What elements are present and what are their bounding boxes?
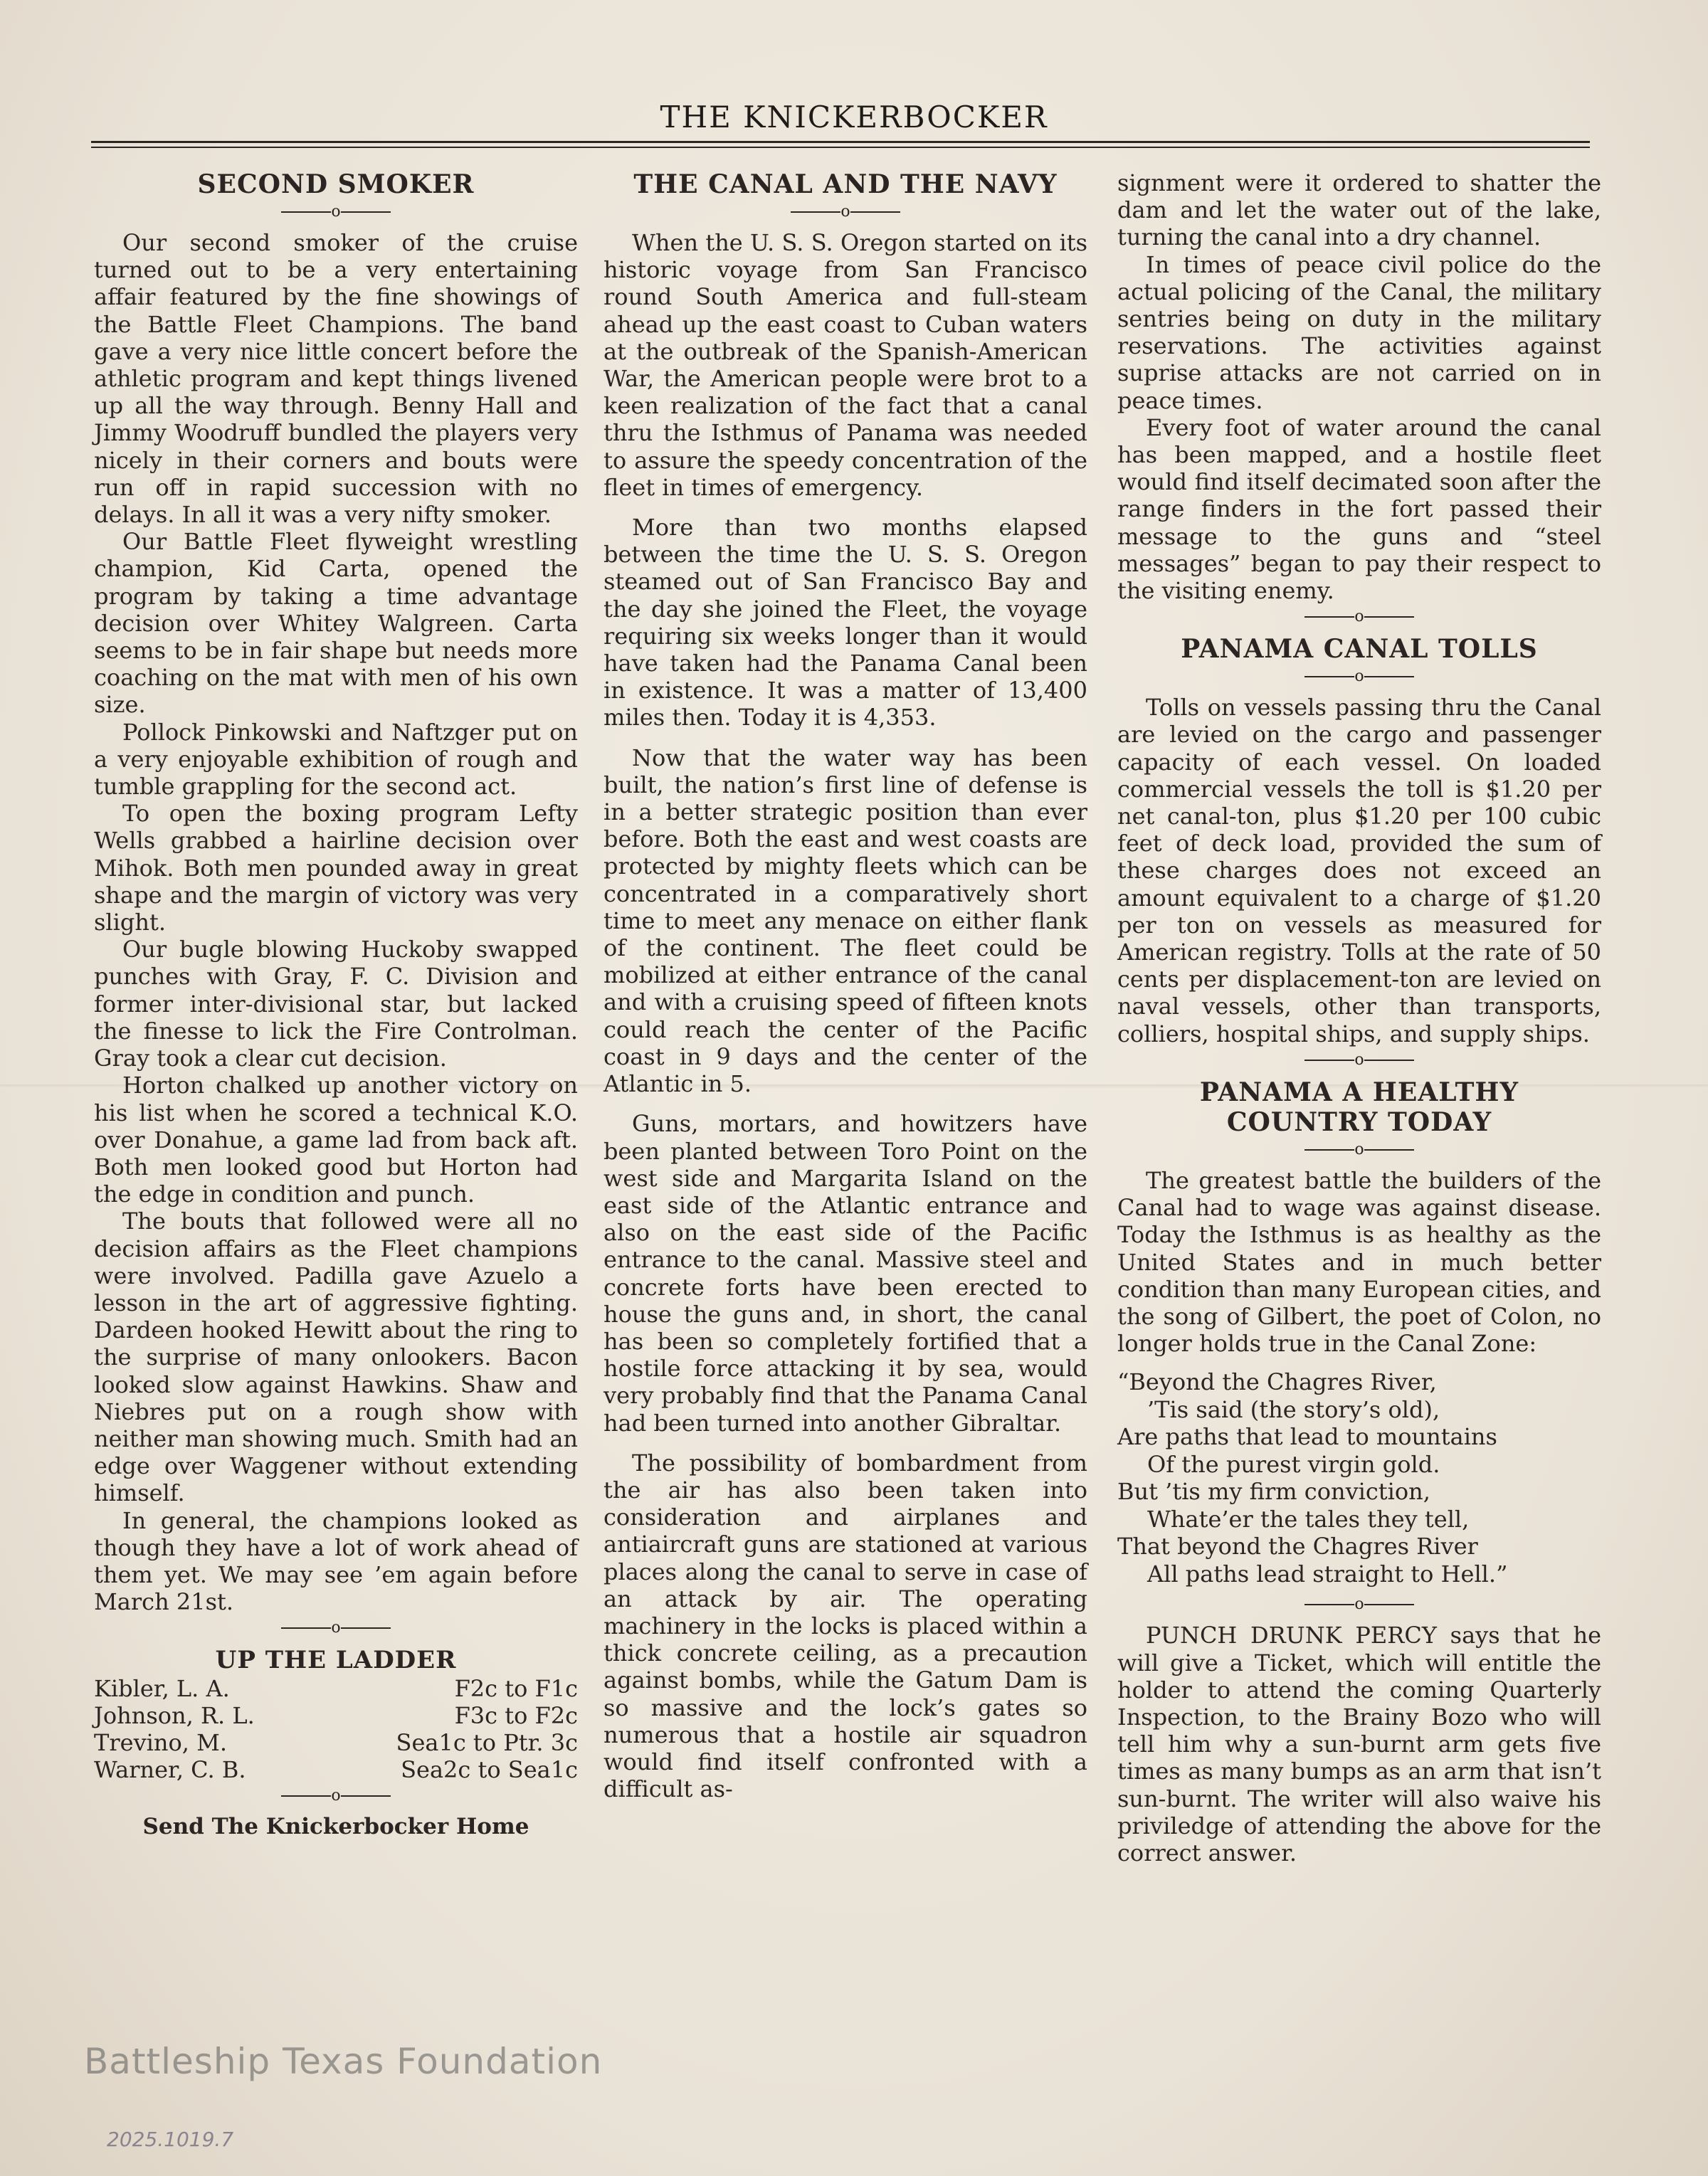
- column-3: [1117, 169, 1601, 1866]
- smoker-para: Pollock Pinkowski and Naftzger put on a very enjoyable exhibition of rough and tumble grappling for the second act.: [94, 718, 578, 801]
- canal-continued-para: In times of peace civil police do the actual policing of the Canal, the military sentries being on duty in the military reservations. The activities against suprise attacks are not carried on in peace times.: [1117, 250, 1601, 414]
- ornament-divider: o: [1117, 1052, 1601, 1069]
- up-the-ladder-title: UP THE LADDER: [215, 1646, 457, 1675]
- canal-para: Guns, mortars, and howitzers have been planted between Toro Point on the west side and Margarita Island on the east side of the Atlantic entrance and also on the east side of the Pacific entrance to the canal. Massive steel and concrete forts have been erected to house the guns and, in short, the canal has been so completely fortified that a hostile force attacking it by sea, would very probably find that the Panama Canal had been turned into another Gibraltar.: [603, 1110, 1087, 1437]
- healthy-title-line-1: PANAMA A HEALTHY: [1199, 1077, 1519, 1107]
- masthead-rule-thin: [91, 147, 1590, 148]
- table-row: Johnson, R. L. F3c to F2c: [94, 1702, 578, 1730]
- smoker-para: To open the boxing program Lefty Wells grabbed a hairline decision over Mihok. Both men pounded away in great shape and the margin of victory was very slight.: [94, 800, 578, 936]
- canal-para: The possibility of bombardment from the air has also been taken into consideration and airplanes and antiaircraft guns are stationed at various places along the canal to serve in case of an attack by air. The operating machinery in the locks is placed within a thick concrete ceiling, as a precaution against bombs, while the Gatum Dam is so massive and the lock’s gates so numerous that a hostile air squadron would find itself confronted with a difficult as-: [603, 1449, 1087, 1803]
- column-1: [94, 169, 578, 1841]
- poem-line: Of the purest virgin gold.: [1147, 1450, 1440, 1478]
- ornament-divider: o: [94, 204, 578, 221]
- poem-line: All paths lead straight to Hell.”: [1147, 1560, 1508, 1588]
- smoker-para: Our Battle Fleet flyweight wrestling champion, Kid Carta, opened the program by taking a time advantage decision over Whitey Walgreen. Carta seems to be in fair shape but needs more coaching on the mat with men of his own size.: [94, 528, 578, 719]
- column-2: [603, 169, 1087, 1802]
- healthy-para: The greatest battle the builders of the Canal had to wage was against disease. Today the Isthmus is as healthy as the United States and in much better condition than many European cities, and the song of Gilbert, the poet of Colon, no longer holds true in the Canal Zone:: [1117, 1166, 1601, 1358]
- poem-line: “Beyond the Chagres River,: [1117, 1368, 1437, 1396]
- ornament-divider: o: [1117, 668, 1601, 685]
- table-row: Trevino, M. Sea1c to Ptr. 3c: [94, 1729, 578, 1757]
- ornament-divider: o: [1117, 608, 1601, 625]
- tolls-para: Tolls on vessels passing thru the Canal are levied on the cargo and passenger capacity of each vessel. On loaded commercial vessels the toll is $1.20 per net canal-ton, plus $1.20 per 100 cubic feet of deck load, provided the sum of these charges does not exceed an amount equivalent to a charge of $1.20 per ton on vessels as measured for American registry. Tolls at the rate of 50 cents per displacement-ton are levied on naval vessels, other than transports, colliers, hospital ships, and supply ships.: [1117, 694, 1601, 1047]
- ornament-divider: o: [1117, 1596, 1601, 1613]
- catalog-number: 2025.1019.7: [107, 2128, 234, 2151]
- promotions-table: [94, 1675, 578, 1783]
- ornament-divider: o: [94, 1620, 578, 1637]
- canal-para: Now that the water way has been built, the nation’s first line of defense is in a better strategic position than ever before. Both the east and west coasts are protected by mighty fleets which can be concentrated in a comparatively short time to meet any menace on either flank of the continent. The fleet could be mobilized at either entrance of the canal and with a cruising speed of fifteen knots could reach the center of the Pacific coast in 9 days and the center of the Atlantic in 5.: [603, 744, 1087, 1098]
- poem-line: Whate’er the tales they tell,: [1147, 1505, 1470, 1533]
- poem: [1117, 1368, 1601, 1588]
- smoker-para: In general, the champions looked as though they have a lot of work ahead of them yet. We may see ’em again before March 21st.: [94, 1506, 578, 1616]
- send-home-line: Send The Knickerbocker Home: [142, 1814, 529, 1840]
- poem-line: ’Tis said (the story’s old),: [1147, 1395, 1440, 1423]
- smoker-para: Horton chalked up another victory on his list when he scored a technical K.O. over Donahue, a game lad from back aft. Both men looked good but Horton had the edge in condition and punch.: [94, 1072, 578, 1208]
- ornament-divider: o: [1117, 1141, 1601, 1158]
- smoker-para: The bouts that followed were all no decision affairs as the Fleet champions were involved. Padilla gave Azuelo a lesson in the art of aggressive fighting. Dardeen hooked Hewitt about the ring to the surprise of many onlookers. Bacon looked slow against Hawkins. Shaw and Niebres put on a rough show with neither man showing much. Smith had an edge over Waggener without extending himself.: [94, 1208, 578, 1507]
- canal-continued-para: signment were it ordered to shatter the dam and let the water out of the lake, turning the canal into a dry channel.: [1117, 169, 1601, 251]
- smoker-para: Our bugle blowing Huckoby swapped punches with Gray, F. C. Division and former inter-divisional star, but lacked the finesse to lick the Fire Controlman. Gray took a clear cut decision.: [94, 936, 578, 1072]
- foundation-watermark: Battleship Texas Foundation: [84, 2041, 603, 2082]
- canal-continued-para: Every foot of water around the canal has been mapped, and a hostile fleet would find itself decimated soon after the range finders in the fort passed their message to the guns and “steel messages” began to pay their respect to the visiting enemy.: [1117, 413, 1601, 605]
- poem-line: But ’tis my firm conviction,: [1117, 1478, 1430, 1506]
- healthy-title-line-2: COUNTRY TODAY: [1226, 1107, 1492, 1137]
- smoker-para: Our second smoker of the cruise turned out to be a very entertaining affair featured by the fine showings of the Battle Fleet Champions. The band gave a very nice little concert before the athletic program and kept things livened up all the way through. Benny Hall and Jimmy Woodruff bundled the players very nicely in their corners and bouts were run off in rapid succession with no delays. In all it was a very nifty smoker.: [94, 229, 578, 529]
- masthead-rule: [91, 141, 1590, 143]
- second-smoker-title: SECOND SMOKER: [197, 169, 475, 199]
- canal-para: More than two months elapsed between the time the U. S. S. Oregon steamed out of San Francisco Bay and the day she joined the Fleet, the voyage requiring six weeks longer than it would have taken had the Panama Canal been in existence. It was a matter of 13,400 miles then. Today it is 4,353.: [603, 514, 1087, 732]
- masthead: THE KNICKERBOCKER: [660, 100, 1048, 134]
- canal-para: When the U. S. S. Oregon started on its historic voyage from San Francisco round South America and full-steam ahead up the east coast to Cuban waters at the outbreak of the Spanish-American War, the American people were brot to a keen realization of the fact that a canal thru the Isthmus of Panama was needed to assure the speedy concentration of the fleet in times of emergency.: [603, 229, 1087, 501]
- poem-line: Are paths that lead to mountains: [1117, 1423, 1497, 1451]
- table-row: Warner, C. B. Sea2c to Sea1c: [94, 1756, 578, 1784]
- ornament-divider: o: [94, 1787, 578, 1805]
- ornament-divider: o: [603, 204, 1087, 221]
- poem-line: That beyond the Chagres River: [1117, 1533, 1478, 1560]
- tolls-title: PANAMA CANAL TOLLS: [1181, 634, 1538, 665]
- canal-navy-title: THE CANAL AND THE NAVY: [633, 169, 1058, 199]
- percy-para: PUNCH DRUNK PERCY says that he will give a Ticket, which will entitle the holder to attend the coming Quarterly Inspection, to the Brainy Bozo who will tell him why a sun-burnt arm gets five times as many bumps as an arm that isn’t sun-burnt. The writer will also waive his priviledge of attending the above for the correct answer.: [1117, 1622, 1601, 1866]
- table-row: Kibler, L. A. F2c to F1c: [94, 1675, 578, 1703]
